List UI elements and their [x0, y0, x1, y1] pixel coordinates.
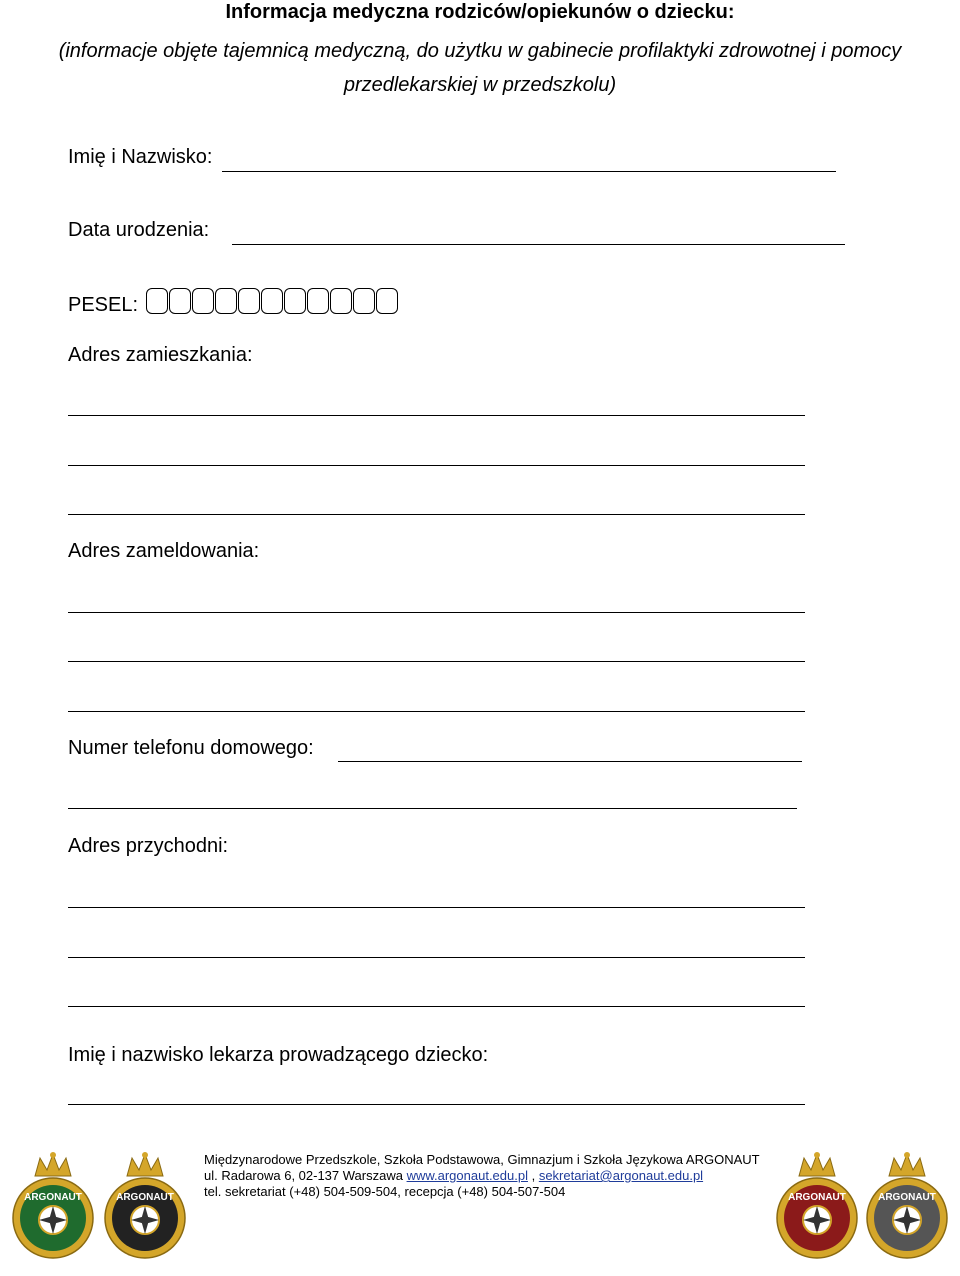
doctor-label: Imię i nazwisko lekarza prowadzącego dziecko: [68, 1044, 489, 1066]
phone-label: Numer telefonu domowego: [68, 737, 314, 759]
pesel-label: PESEL: [68, 294, 139, 316]
form-subtitle: (informacje objęte tajemnicą medyczną, do użytku w gabinecie profilaktyki zdrowotnej i pomocy przedlekarskiej w przedszkolu) [58, 40, 902, 96]
crest-icon [772, 1148, 862, 1268]
pesel-digit-box[interactable] [284, 288, 306, 314]
pesel-digit-box[interactable] [169, 288, 191, 314]
clinic-line-1[interactable] [68, 907, 805, 908]
pesel-digit-box[interactable] [215, 288, 237, 314]
argonaut-logo-4 [862, 1148, 952, 1268]
pesel-digit-box[interactable] [353, 288, 375, 314]
name-label: Imię i Nazwisko: [68, 146, 213, 168]
clinic-line-3[interactable] [68, 1006, 805, 1007]
pesel-digit-box[interactable] [261, 288, 283, 314]
logo-text: ARGONAUT [116, 1192, 174, 1203]
phone-field[interactable] [338, 761, 802, 762]
logo-text: ARGONAUT [788, 1192, 846, 1203]
pesel-digit-box[interactable] [192, 288, 214, 314]
address-label: Adres zamieszkania: [68, 344, 253, 366]
address-line-2[interactable] [68, 465, 805, 466]
registered-address-label: Adres zameldowania: [68, 540, 260, 562]
address-line-1[interactable] [68, 415, 805, 416]
form-title: Informacja medyczna rodziców/opiekunów o dziecku: [225, 1, 735, 23]
footer-phones: tel. sekretariat (+48) 504-509-504, recepcja (+48) 504-507-504 [204, 1184, 566, 1199]
clinic-label: Adres przychodni: [68, 835, 229, 857]
footer-address: ul. Radarowa 6, 02-137 Warszawa [204, 1168, 407, 1183]
registered-line-3[interactable] [68, 711, 805, 712]
birth-date-field[interactable] [232, 244, 845, 245]
crest-icon [862, 1148, 952, 1268]
name-field[interactable] [222, 171, 836, 172]
registered-line-2[interactable] [68, 661, 805, 662]
clinic-line-2[interactable] [68, 957, 805, 958]
pesel-digit-box[interactable] [146, 288, 168, 314]
footer-school-name: Międzynarodowe Przedszkole, Szkoła Podstawowa, Gimnazjum i Szkoła Językowa ARGONAUT [204, 1152, 760, 1167]
registered-line-1[interactable] [68, 612, 805, 613]
birth-date-label: Data urodzenia: [68, 219, 210, 241]
address-line-3[interactable] [68, 514, 805, 515]
website-link[interactable]: www.argonaut.edu.pl [406, 1168, 528, 1183]
pesel-digit-box[interactable] [376, 288, 398, 314]
logo-text: ARGONAUT [24, 1192, 82, 1203]
argonaut-logo-2 [100, 1148, 190, 1268]
doctor-field[interactable] [68, 1104, 805, 1105]
footer [204, 1152, 760, 1200]
pesel-boxes[interactable] [146, 288, 399, 314]
footer-address-line [204, 1168, 760, 1184]
pesel-digit-box[interactable] [330, 288, 352, 314]
crest-icon [8, 1148, 98, 1268]
email-link[interactable]: sekretariat@argonaut.edu.pl [538, 1168, 704, 1183]
argonaut-logo-3 [772, 1148, 862, 1268]
pesel-digit-box[interactable] [307, 288, 329, 314]
footer-separator: , [527, 1168, 539, 1183]
logo-text: ARGONAUT [878, 1192, 936, 1203]
pesel-digit-box[interactable] [238, 288, 260, 314]
crest-icon [100, 1148, 190, 1268]
argonaut-logo-1 [8, 1148, 98, 1268]
phone-line-2[interactable] [68, 808, 797, 809]
